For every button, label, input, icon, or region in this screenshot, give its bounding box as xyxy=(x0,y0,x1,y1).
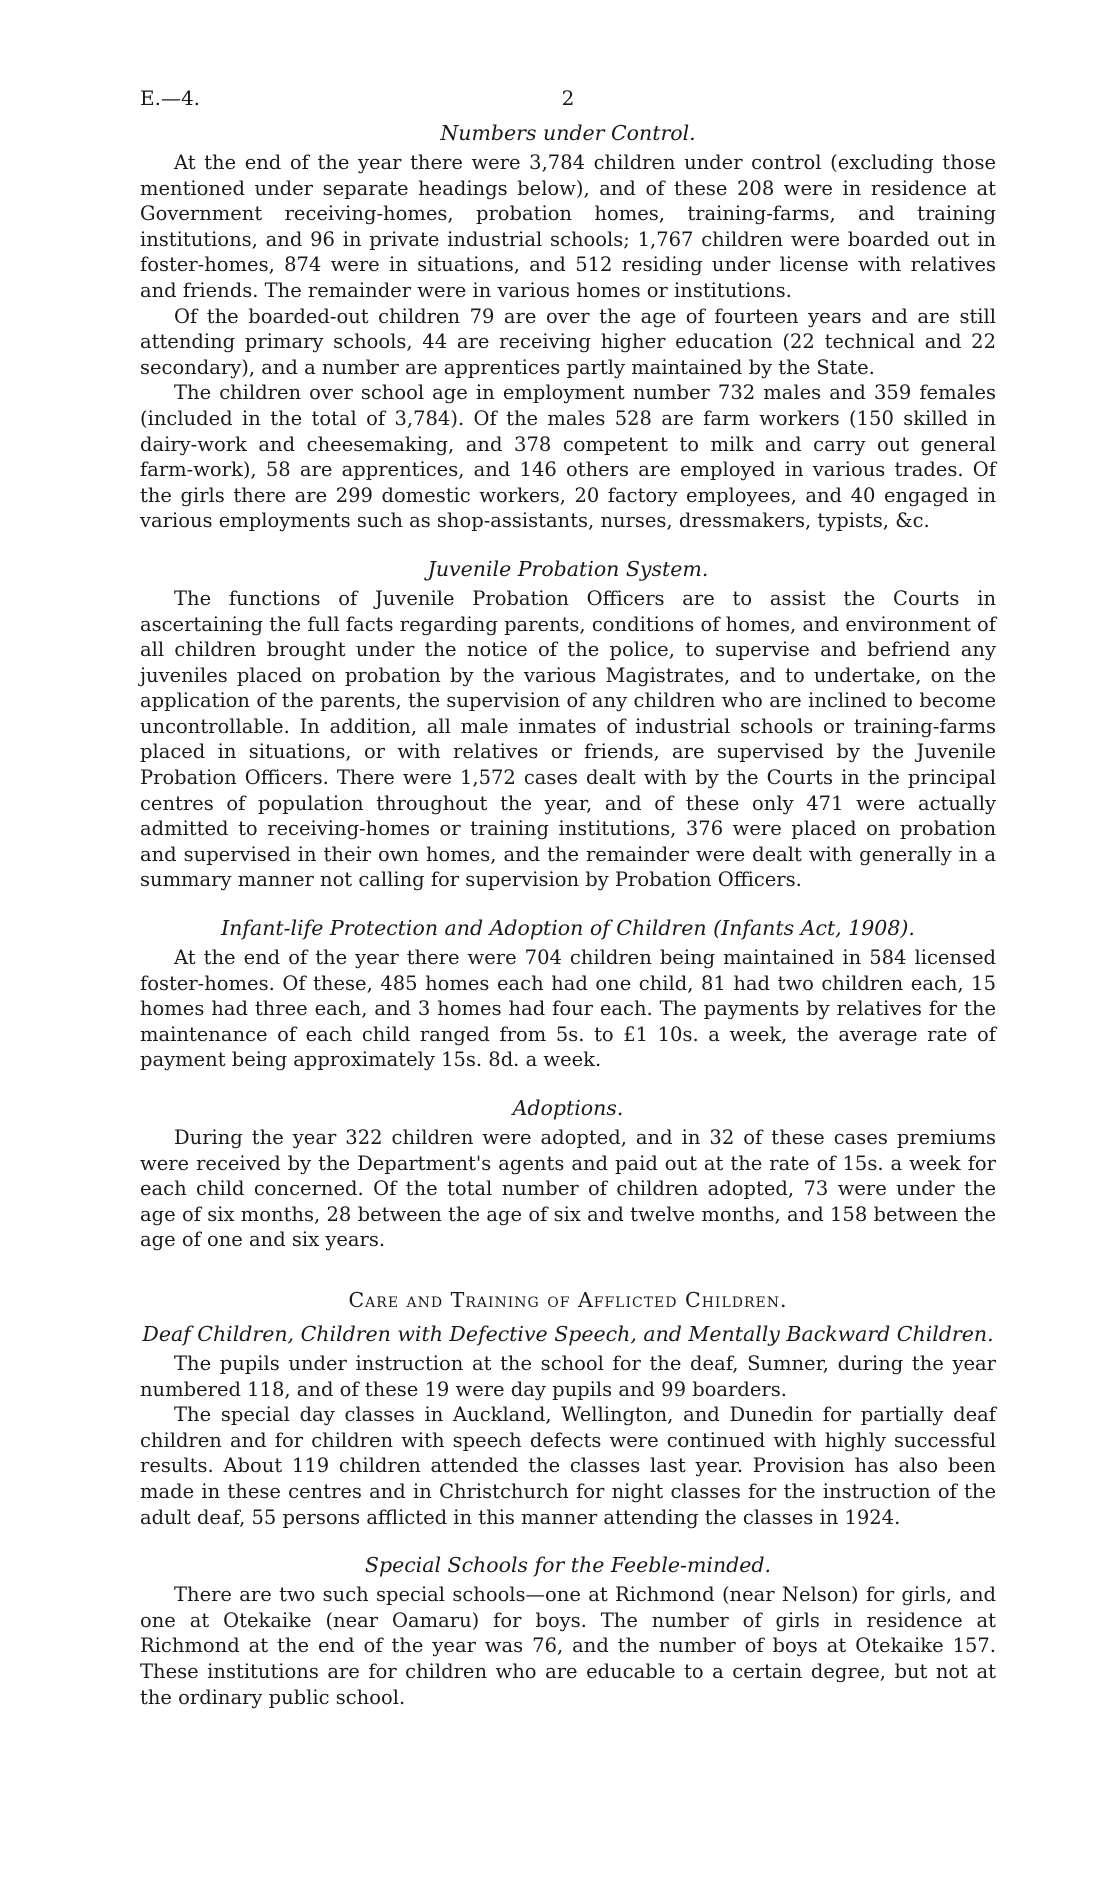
section-heading-numbers: Numbers under Control. xyxy=(440,121,696,145)
paragraph: The children over school age in employment number 732 males and 359 females (included in the total of 3,784). Of the males 528 are farm workers (150 skilled in dairy-work and cheesemaking, and 378 competent to milk and carry out general farm-work), 58 are apprentices, and 146 others are employed in various trades. Of the girls there are 299 domestic workers, 20 factory employees, and 40 engaged in various employments such as shop-assistants, nurses, dressmakers, typists, &c. xyxy=(140,381,996,533)
paragraph: There are two such special schools—one at Richmond (near Nelson) for girls, and one at Otekaike (near Oamaru) for boys. The number of girls in residence at Richmond at the end of the year was 76, and the number of boys at Otekaike 157. These institutions are for children who are educable to a certain degree, but not at the ordinary public school. xyxy=(140,1583,996,1709)
paragraph: The special day classes in Auckland, Wellington, and Dunedin for partially deaf children and for children with speech defects were continued with highly successful results. About 119 children attended the classes last year. Provision has also been made in these centres and in Christchurch for night classes for the instruction of the adult deaf, 55 persons afflicted in this manner attending the classes in 1924. xyxy=(140,1403,996,1529)
paragraph: The pupils under instruction at the school for the deaf, Sumner, during the year numbered 118, and of these 19 were day pupils and 99 boarders. xyxy=(140,1351,996,1401)
paragraph: Of the boarded-out children 79 are over the age of fourteen years and are still attending primary schools, 44 are receiving higher education (22 technical and 22 secondary), and a number are apprentices partly maintained by the State. xyxy=(140,304,996,379)
section-heading-probation: Juvenile Probation System. xyxy=(427,556,709,581)
major-heading-afflicted-children: Care and Training of Afflicted Children. xyxy=(348,1287,788,1312)
page-number: 2 xyxy=(561,86,575,110)
running-header xyxy=(140,86,996,120)
paragraph: During the year 322 children were adopted, and in 32 of these cases premiums were received by the Department's agents and paid out at the rate of 15s. a week for each child concerned. Of the total number of children adopted, 73 were under the age of six months, 28 between the age of six and twelve months, and 158 between the age of one and six years. xyxy=(140,1126,996,1252)
section-heading-adoptions: Adoptions. xyxy=(512,1096,624,1120)
section-heading-infant-life: Infant-life Protection and Adoption of Children (Infants Act, 1908). xyxy=(221,916,915,941)
section-heading-deaf-children: Deaf Children, Children with Defective Speech, and Mentally Backward Children. xyxy=(142,1321,994,1346)
paragraph: At the end of the year there were 3,784 children under control (excluding those mentioned under separate headings below), and of these 208 were in residence at Government receiving-homes, probation homes, training-farms, and training institutions, and 96 in private industrial schools; 1,767 children were boarded out in foster-homes, 874 were in situations, and 512 residing under license with relatives and friends. The remainder were in various homes or institutions. xyxy=(140,151,996,302)
section-heading-feeble-minded: Special Schools for the Feeble-minded. xyxy=(364,1553,772,1578)
paragraph: At the end of the year there were 704 children being maintained in 584 licensed foster-homes. Of these, 485 homes each had one child, 81 had two children each, 15 homes had three each, and 3 homes had four each. The payments by relatives for the maintenance of each child ranged from 5s. to £1 10s. a week, the average rate of payment being approximately 15s. 8d. a week. xyxy=(140,946,996,1072)
document-reference: E.—4. xyxy=(140,86,201,110)
paragraph: The functions of Juvenile Probation Officers are to assist the Courts in ascertaining the full facts regarding parents, conditions of homes, and environment of all children brought under the notice of the police, to supervise and befriend any juveniles placed on probation by the various Magistrates, and to undertake, on the application of the parents, the supervision of any children who are inclined to become uncontrollable. In addition, all male inmates of industrial schools or training-farms placed in situations, or with relatives or friends, are supervised by the Juvenile Probation Officers. There were 1,572 cases dealt with by the Courts in the principal centres of population throughout the year, and of these only 471 were actually admitted to receiving-homes or training institutions, 376 were placed on probation and supervised in their own homes, and the remainder were dealt with generally in a summary manner not calling for supervision by Probation Officers. xyxy=(140,586,996,892)
